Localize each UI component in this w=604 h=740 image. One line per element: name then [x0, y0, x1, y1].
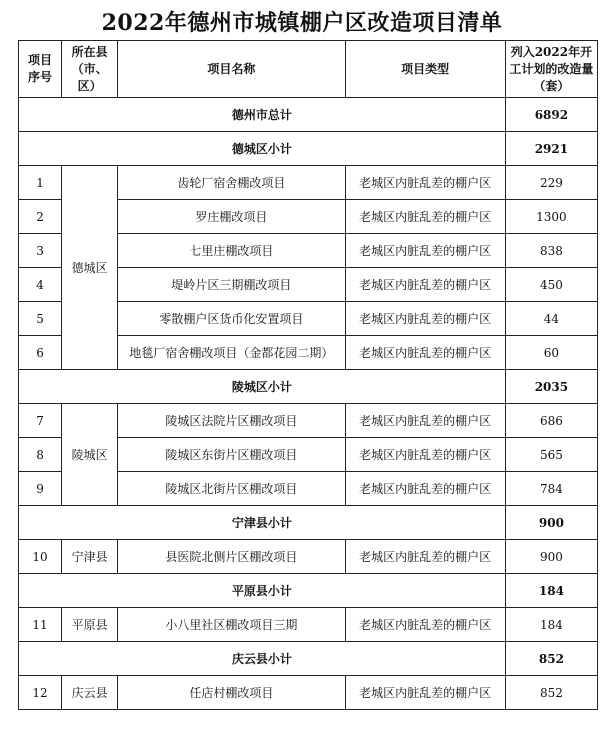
county-cell: 庆云县 — [62, 676, 118, 710]
project-no: 11 — [19, 608, 62, 642]
project-amount: 44 — [505, 302, 597, 336]
subtotal-value: 184 — [505, 574, 597, 608]
project-type: 老城区内脏乱差的棚户区 — [345, 404, 505, 438]
project-name: 地毯厂宿舍棚改项目（金都花园二期） — [118, 336, 345, 370]
project-name: 七里庄棚改项目 — [118, 234, 345, 268]
project-type: 老城区内脏乱差的棚户区 — [345, 200, 505, 234]
total-value: 6892 — [505, 98, 597, 132]
project-name: 齿轮厂宿舍棚改项目 — [118, 166, 345, 200]
table-row — [19, 540, 598, 574]
project-amount: 900 — [505, 540, 597, 574]
project-no: 9 — [19, 472, 62, 506]
project-no: 1 — [19, 166, 62, 200]
project-type: 老城区内脏乱差的棚户区 — [345, 336, 505, 370]
county-cell: 陵城区 — [62, 404, 118, 506]
subtotal-label: 陵城区小计 — [19, 370, 506, 404]
project-amount: 784 — [505, 472, 597, 506]
project-no: 6 — [19, 336, 62, 370]
project-name: 堤岭片区三期棚改项目 — [118, 268, 345, 302]
subtotal-value: 900 — [505, 506, 597, 540]
project-name: 罗庄棚改项目 — [118, 200, 345, 234]
project-type: 老城区内脏乱差的棚户区 — [345, 234, 505, 268]
project-name: 小八里社区棚改项目三期 — [118, 608, 345, 642]
project-no: 5 — [19, 302, 62, 336]
subtotal-label: 平原县小计 — [19, 574, 506, 608]
subtotal-row — [19, 370, 598, 404]
header-type: 项目类型 — [345, 41, 505, 98]
header-amount: 列入2022年开工计划的改造量（套） — [505, 41, 597, 98]
subtotal-label: 宁津县小计 — [19, 506, 506, 540]
project-amount: 852 — [505, 676, 597, 710]
subtotal-row — [19, 506, 598, 540]
project-amount: 229 — [505, 166, 597, 200]
subtotal-value: 2921 — [505, 132, 597, 166]
subtotal-label: 德城区小计 — [19, 132, 506, 166]
project-name: 任店村棚改项目 — [118, 676, 345, 710]
table-row — [19, 404, 598, 438]
header-row — [19, 41, 598, 98]
project-name: 陵城区北街片区棚改项目 — [118, 472, 345, 506]
project-type: 老城区内脏乱差的棚户区 — [345, 608, 505, 642]
project-name: 零散棚户区货币化安置项目 — [118, 302, 345, 336]
table-row — [19, 676, 598, 710]
project-no: 4 — [19, 268, 62, 302]
project-type: 老城区内脏乱差的棚户区 — [345, 540, 505, 574]
subtotal-row — [19, 574, 598, 608]
table-row — [19, 608, 598, 642]
project-amount: 838 — [505, 234, 597, 268]
project-type: 老城区内脏乱差的棚户区 — [345, 472, 505, 506]
project-amount: 450 — [505, 268, 597, 302]
subtotal-value: 852 — [505, 642, 597, 676]
project-no: 3 — [19, 234, 62, 268]
document-title: 2022年德州市城镇棚户区改造项目清单 — [101, 10, 503, 36]
project-no: 12 — [19, 676, 62, 710]
county-cell: 宁津县 — [62, 540, 118, 574]
subtotal-row — [19, 642, 598, 676]
project-name: 陵城区法院片区棚改项目 — [118, 404, 345, 438]
project-no: 8 — [19, 438, 62, 472]
project-amount: 1300 — [505, 200, 597, 234]
project-amount: 60 — [505, 336, 597, 370]
header-county: 所在县（市、区） — [62, 41, 118, 98]
project-type: 老城区内脏乱差的棚户区 — [345, 166, 505, 200]
project-type: 老城区内脏乱差的棚户区 — [345, 268, 505, 302]
header-name: 项目名称 — [118, 41, 345, 98]
subtotal-label: 庆云县小计 — [19, 642, 506, 676]
subtotal-row — [19, 132, 598, 166]
project-type: 老城区内脏乱差的棚户区 — [345, 302, 505, 336]
project-type: 老城区内脏乱差的棚户区 — [345, 676, 505, 710]
county-cell: 平原县 — [62, 608, 118, 642]
project-no: 2 — [19, 200, 62, 234]
county-cell: 德城区 — [62, 166, 118, 370]
project-no: 10 — [19, 540, 62, 574]
total-label: 德州市总计 — [19, 98, 506, 132]
header-no: 项目序号 — [19, 41, 62, 98]
project-amount: 565 — [505, 438, 597, 472]
subtotal-value: 2035 — [505, 370, 597, 404]
project-no: 7 — [19, 404, 62, 438]
project-amount: 686 — [505, 404, 597, 438]
total-row — [19, 98, 598, 132]
project-table — [18, 40, 598, 710]
project-name: 陵城区东街片区棚改项目 — [118, 438, 345, 472]
project-type: 老城区内脏乱差的棚户区 — [345, 438, 505, 472]
table-row — [19, 166, 598, 200]
project-amount: 184 — [505, 608, 597, 642]
project-name: 县医院北侧片区棚改项目 — [118, 540, 345, 574]
